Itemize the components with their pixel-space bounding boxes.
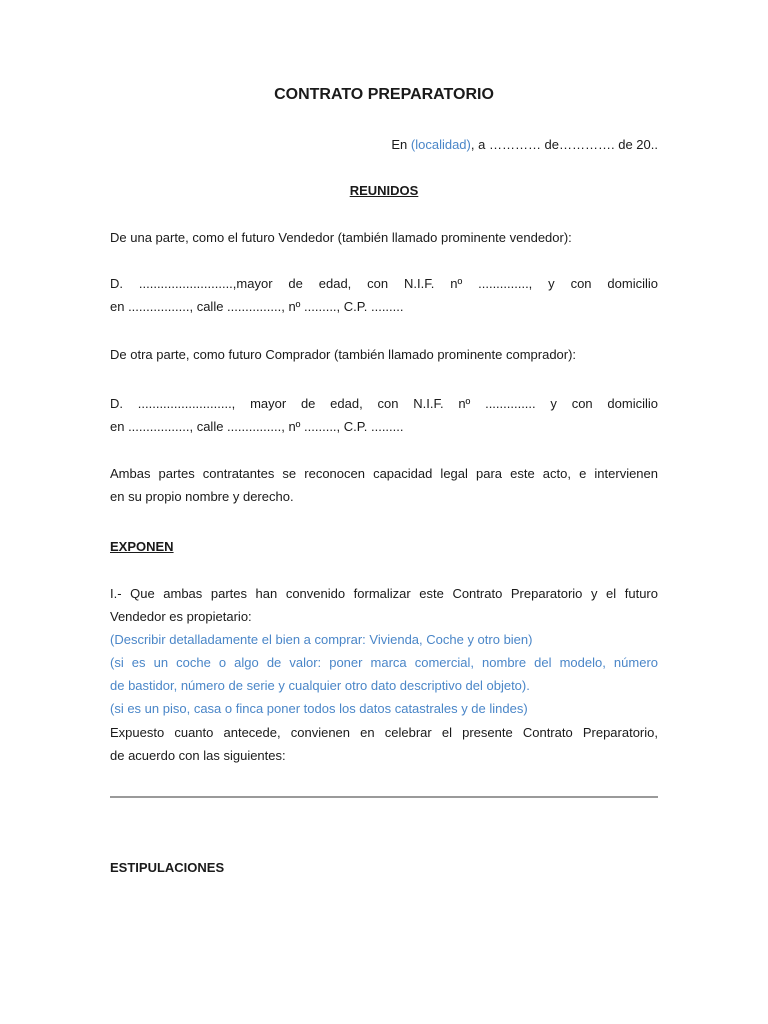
place-date-suffix: , a ………… de…………. de 20.. bbox=[470, 137, 658, 152]
exponen-note-vehicle-line2: de bastidor, número de serie y cualquier otro dato descriptivo del objeto). bbox=[110, 678, 530, 693]
exponen-closing-line1: Expuesto cuanto antecede, convienen en celebrar el presente Contrato Preparatorio, bbox=[110, 725, 658, 740]
place-date-prefix: En bbox=[391, 137, 411, 152]
exponen-note-describe: (Describir detalladamente el bien a comprar: Vivienda, Coche y otro bien) bbox=[110, 632, 533, 647]
reunidos-heading: REUNIDOS bbox=[349, 183, 419, 198]
exponen-closing-line2: de acuerdo con las siguientes: bbox=[110, 748, 286, 763]
buyer-details-line2: en ................., calle ..............., nº ........., C.P. ......... bbox=[110, 419, 404, 434]
capacity-line2: en su propio nombre y derecho. bbox=[110, 489, 294, 504]
buyer-details-line1: D. .........................., mayor de edad, con N.I.F. nº .............. y con domicilio bbox=[110, 396, 658, 411]
buyer-intro: De otra parte, como futuro Comprador (también llamado prominente comprador): bbox=[110, 347, 577, 362]
vendor-intro: De una parte, como el futuro Vendedor (también llamado prominente vendedor): bbox=[110, 230, 572, 245]
capacity-line1: Ambas partes contratantes se reconocen capacidad legal para este acto, e intervienen bbox=[110, 466, 658, 481]
vendor-details-line1: D. ..........................,mayor de edad, con N.I.F. nº .............., y con domicilio bbox=[110, 276, 658, 291]
exponen-heading: EXPONEN bbox=[110, 539, 174, 554]
estipulaciones-heading: ESTIPULACIONES bbox=[110, 860, 225, 875]
vendor-details-line2: en ................., calle ..............., nº ........., C.P. ......... bbox=[110, 299, 404, 314]
locality-placeholder: (localidad) bbox=[410, 137, 471, 152]
exponen-note-vehicle-line1: (si es un coche o algo de valor: poner marca comercial, nombre del modelo, número bbox=[110, 655, 658, 670]
place-date-line bbox=[110, 133, 658, 156]
section-divider bbox=[110, 796, 658, 798]
exponen-item1-line1: I.- Que ambas partes han convenido formalizar este Contrato Preparatorio y el futuro bbox=[110, 586, 658, 601]
exponen-item1-line2: Vendedor es propietario: bbox=[110, 609, 252, 624]
exponen-note-property: (si es un piso, casa o finca poner todos los datos catastrales y de lindes) bbox=[110, 701, 528, 716]
document-title: CONTRATO PREPARATORIO bbox=[274, 86, 494, 103]
